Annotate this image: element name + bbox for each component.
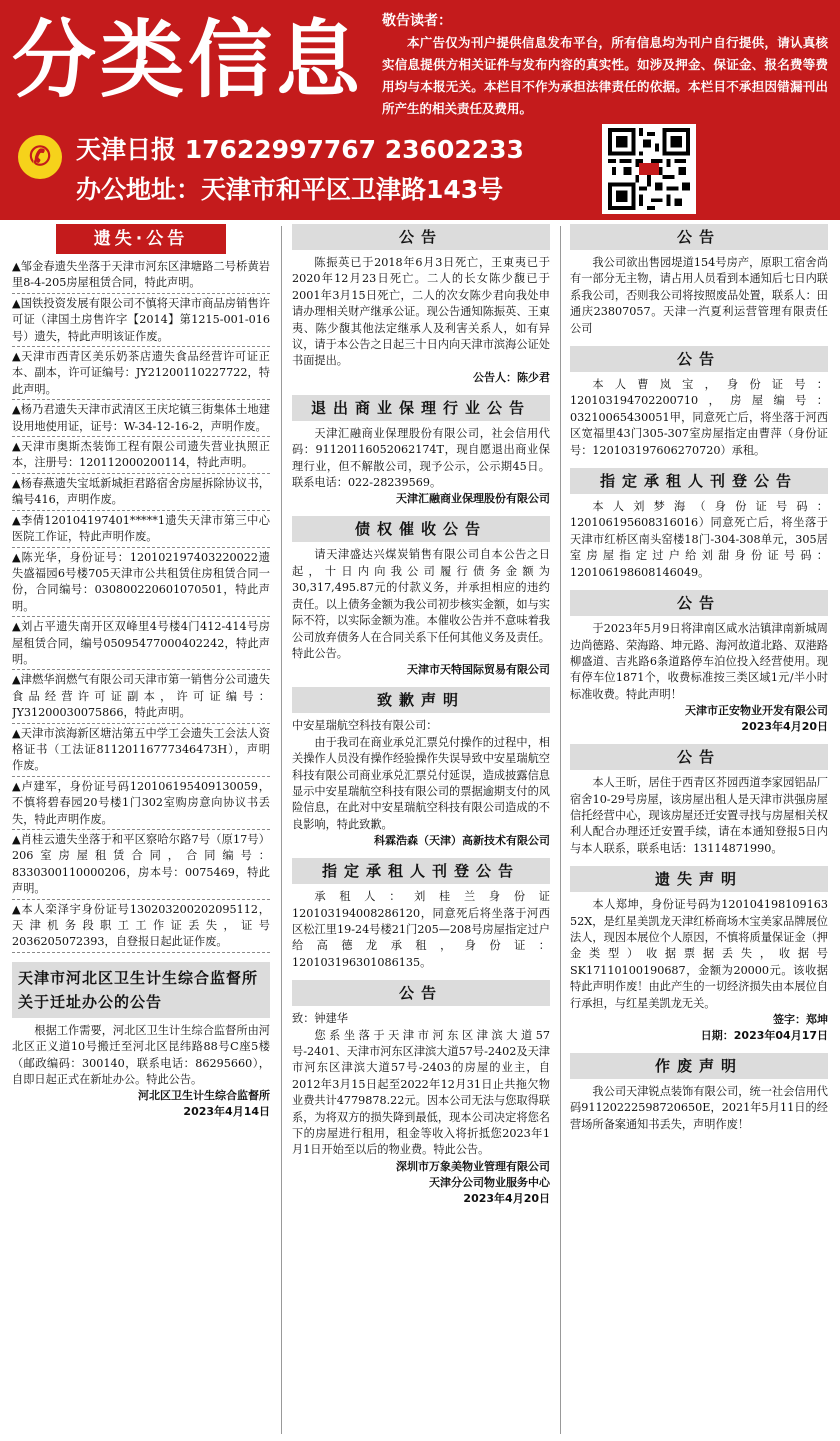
section-title: 公告 xyxy=(570,590,828,616)
lost-notice-item: ▲肖桂云遗失坐落于和平区察哈尔路7号（原17号）206室房屋租赁合同，合同编号：8330300110000206，房本号：0075469，特此声明。 xyxy=(12,832,270,900)
notice-body: 根据工作需要，河北区卫生计生综合监督所由河北区正义道10号搬迁至河北区昆纬路88号C座5楼（邮政编码：300140，联系电话：86295660），自即日起正式在新址办公。特此公告。 xyxy=(12,1023,270,1087)
notice-date: 2023年4月20日 xyxy=(741,720,828,734)
column-middle xyxy=(292,224,550,1434)
notice-body: 天津汇融商业保理股份有限公司，社会信用代码：91120116052062174T，现自愿退出商业保理行业，但不解散公司，现予公示，公示期45日。联系电话：022-28239569。 xyxy=(292,426,550,490)
notice-body: 本人郑坤，身份证号码为120104198109163​52X，是红星美凯龙天津红桥商场木宝美家品牌展位法人，现因本展位个人原因，不慎将质量保证金（押金类型）收据票据丢失，收据号SK171101001906​87，金额为20000元。该收据特此声明作废！由此产生的一切经济损失由本展位自行承担，与红星美凯龙无关。 xyxy=(570,898,828,1010)
section-title: 遗失声明 xyxy=(570,866,828,892)
notice-signature: 深圳市万象美物业管理有限公司 xyxy=(396,1159,550,1173)
lost-notice-item: ▲陈光华，身份证号：120102197403220022遗失盛福园6号楼705天津市公共租赁住房租赁合同一份，合同编号：030800220601070501，特此声明。 xyxy=(12,550,270,618)
qr-code-icon xyxy=(602,124,696,214)
lost-notice-item: ▲卢建军，身份证号码120106195409130059，不慎将碧春园20号楼1门302室购房意向协议书丢失，特此声明作废。 xyxy=(12,779,270,830)
lost-notice-item: ▲天津市滨海新区塘沽第五中学工会遗失工会法人资格证书（工法证81120116777346473H），声明作废。 xyxy=(12,726,270,777)
lost-notice-list xyxy=(12,259,270,953)
inheritance-notice xyxy=(292,224,550,386)
lost-notice-item: ▲天津市西青区美乐奶茶店遗失食品经营许可证正本、副本，许可证编号：JY21200110227722，特此声明。 xyxy=(12,349,270,400)
notice-body: 我公司天津锐点装饰有限公司，统一社会信用代码91120222598720650E，2021年5月11日的经营场所备案通知书丢失，声明作废！ xyxy=(570,1085,828,1131)
notice-signature: 河北区卫生计生综合监督所 xyxy=(138,1089,270,1103)
contact-phone-line: 天津日报 17622997767 23602233 xyxy=(76,135,524,164)
lost-notice-item: ▲本人栾泽宇身份证号130203200202095112，天津机务段职工工作证丢失，证号2036205072393，自登报日起此证作废。 xyxy=(12,902,270,953)
section-title: 遗失·公告 xyxy=(56,224,226,254)
section-title: 指定承租人刊登公告 xyxy=(292,858,550,884)
notice-body: 本人曹岚宝，身份证号：120103194702200710，房屋编号：03210065430051甲，同意死亡后，将坐落于河西区宽福里43门305-307室房屋指定由曹萍（身份证号：120103197606270720）承租。 xyxy=(570,378,828,457)
notice-signature: 签字：郑坤 xyxy=(773,1013,828,1026)
property-fee-notice xyxy=(292,980,550,1207)
lost-notice-item: ▲天津市奥斯杰装饰工程有限公司遗失营业执照正本，注册号：120112000200114，特此声明。 xyxy=(12,439,270,474)
notice-signature: 天津分公司物业服务中心 xyxy=(429,1175,550,1189)
void-statement xyxy=(570,1053,828,1133)
notice-body: 请天津盛达兴煤炭销售有限公司自本公告之日起，十日内向我公司履行债务金额为30,317,495.87元的付款义务，并承担相应的违约责任。以上债务金额为我公司初步核实金额，如与实际不符，以实际金额为准。本催收公告并不意味着我公司放弃债务人在合同关系下任何其他义务及责任。特此公告。 xyxy=(292,548,550,660)
reader-notice-body: 本广告仅为刊户提供信息发布平台，所有信息均为刊户自行提供，请认真核实信息提供方相关证件与发布内容的真实性。如涉及押金、保证金、报名费等费用均与本报无关。本栏目不作为承担法律责任的依据。本栏目不承担因错漏刊出所产生的相关责任及费用。 xyxy=(382,35,828,116)
lost-notice-item: ▲国铁投资发展有限公司不慎将天津市商品房销售许可证（津国土房售许字【2014】第1215-001-016号）遗失，特此声明该证作废。 xyxy=(12,296,270,347)
column-left xyxy=(12,224,270,1434)
lost-notice-item: ▲邹金春遗失坐落于天津市河东区津塘路二号桥黄岩里8-4-205房屋租赁合同，特此声明。 xyxy=(12,259,270,294)
column-right xyxy=(570,224,828,1434)
notice-signature: 天津市正安物业开发有限公司 xyxy=(685,704,828,718)
notice-salutation: 中安星瑞航空科技有限公司： xyxy=(292,719,438,733)
column-divider xyxy=(281,226,282,1434)
header-banner xyxy=(0,0,840,220)
lost-notice-item: ▲杨春燕遗失宝坻新城拒君路宿舍房屋拆除协议书，编号416，声明作废。 xyxy=(12,476,270,511)
section-title: 债权催收公告 xyxy=(292,516,550,542)
notice-body: 由于我司在商业承兑汇票兑付操作的过程中，相关操作人员没有操作经验操作失误导致中安星瑞航空科技有限公司商业承兑汇票兑付延误，造成披露信息显示中安星瑞航空科技有限公司的票据逾期支付的风险信息，在此对中安星瑞航空科技有限公司造成的不良影响，特此致歉。 xyxy=(292,735,550,831)
notice-body: 陈振英已于2018年6月3日死亡，王東夷已于2020年12月23日死亡。二人的长女陈少馥已于2001年3月15日死亡，二人的次女陈少君向我处申请办理相关财产继承公证。现公告通知陈振英、王東夷、陈少馥其他法定继承人及利害关系人，如有异议，请于本公告之日起三十日内向天津市滨海公证处书面提出。 xyxy=(292,256,550,368)
notice-signature: 科霖浩森（天津）高新技术有限公司 xyxy=(374,834,550,848)
section-title: 公告 xyxy=(570,346,828,372)
relocation-contact-notice xyxy=(570,744,828,857)
lost-notice-item: ▲刘占平遗失南开区双峰里4号楼4门412-414号房屋租赁合同，编号05095477000402242，特此声明。 xyxy=(12,619,270,670)
masthead-title: 分类信息 xyxy=(12,11,365,109)
notice-body: 本人刘梦海（身份证号码：120106195608316016）同意死亡后，将坐落于天津市红桥区南头窑楼18门-304-308单元，305居室房屋指定过户给刘甜身份证号码：120106198608146049。 xyxy=(570,500,828,579)
relocation-notice xyxy=(12,962,270,1121)
lost-notices-section xyxy=(12,224,270,953)
factoring-exit-notice xyxy=(292,395,550,508)
designated-lessee-notice xyxy=(570,468,828,581)
lost-notice-item: ▲津燃华润燃气有限公司天津市第一销售分公司遗失食品经营许可证副本，许可证编号：JY31200030075866，特此声明。 xyxy=(12,672,270,723)
lost-notice-item: ▲杨乃君遗失天津市武清区王庆坨镇三街集体土地建设用地使用证，证号：W-34-12-16-2，声明作废。 xyxy=(12,402,270,437)
section-title: 公告 xyxy=(570,744,828,770)
notice-date: 2023年4月14日 xyxy=(183,1105,270,1119)
notice-date: 日期：2023年04月17日 xyxy=(700,1029,828,1042)
section-title: 退出商业保理行业公告 xyxy=(292,395,550,421)
notice-body: 您系坐落于天津市河东区津滨大道57号-2401、天津市河东区津滨大道57号-2402及天津市河东区津滨大道57号-2403的房屋的业主，自2012年3月15日起至2022年12月31日止共拖欠物业费共计4779878.22元。因本公司无法与您取得联系，为将双方的损失降到最低，现本公司决定将您名下的房屋进行租用，租金等收入将折抵您2023年1月1日开始至以后的物业费。特此公告。 xyxy=(292,1028,550,1157)
tenancy-transfer-notice xyxy=(570,346,828,459)
section-title: 致歉声明 xyxy=(292,687,550,713)
notice-body: 本人王昕，居住于西青区芥园西道李家园铝品厂宿舍10-29号房屋，该房屋出租人是天津市洪强房屋信托经营中心，现该房屋还迁安置寻找与房屋相关权利人配合办理还迁安置手续，请在本通知登报5日内与本人联系，联系电话：13114871990。 xyxy=(570,776,828,855)
unclaimed-goods-notice xyxy=(570,224,828,337)
notice-signature: 公告人：陈少君 xyxy=(473,370,550,384)
notice-salutation: 致：钟建华 xyxy=(292,1012,348,1026)
notice-body: 承租人：刘桂兰身份证120103194008286120，同意死后将坐落于河西区松江里19-24号楼21门205—208号房屋指定过户给高德龙承租，身份证：120103196301086135。 xyxy=(292,890,550,969)
debt-collection-notice xyxy=(292,516,550,678)
designated-lessee-notice xyxy=(292,858,550,971)
notice-signature: 天津市天特国际贸易有限公司 xyxy=(407,663,550,677)
section-title: 天津市河北区卫生计生综合监督所关于迁址办公的公告 xyxy=(12,962,270,1018)
lost-receipt-statement xyxy=(570,866,828,1044)
section-title: 作废声明 xyxy=(570,1053,828,1079)
notice-date: 2023年4月20日 xyxy=(463,1191,550,1205)
section-title: 公告 xyxy=(292,224,550,250)
phone-icon: ✆ xyxy=(18,135,62,179)
parking-notice xyxy=(570,590,828,735)
reader-notice-title: 敬告读者： xyxy=(382,13,452,29)
section-title: 指定承租人刊登公告 xyxy=(570,468,828,494)
office-address-line: 办公地址：天津市和平区卫津路143号 xyxy=(76,175,504,204)
section-title: 公告 xyxy=(570,224,828,250)
section-title: 公告 xyxy=(292,980,550,1006)
column-divider xyxy=(560,226,561,1434)
apology-statement xyxy=(292,687,550,849)
lost-notice-item: ▲李倩120104197401*****1遗失天津市第三中心医院工作证，特此声明作废。 xyxy=(12,513,270,548)
notice-signature: 天津汇融商业保理股份有限公司 xyxy=(396,492,550,506)
notice-body: 于2023年5月9日将津南区咸水沽镇津南新城周边尚德路、荣海路、坤元路、海河故道北路、双港路柳盛道、吉兆路6条道路停车泊位投入经营使用。现有停车位1871个，收费标准按三类区域1元/半小时标准收费。特此声明！ xyxy=(570,622,828,701)
notice-body: 我公司欲出售园堤道154号房产，原职工宿舍尚有一部分无主物，请占用人员看到本通知后七日内联系我公司，否则我公司将按照废品处置，联系人：田通庆23807057。天津一汽夏利运营管理有限责任公司 xyxy=(570,256,828,335)
